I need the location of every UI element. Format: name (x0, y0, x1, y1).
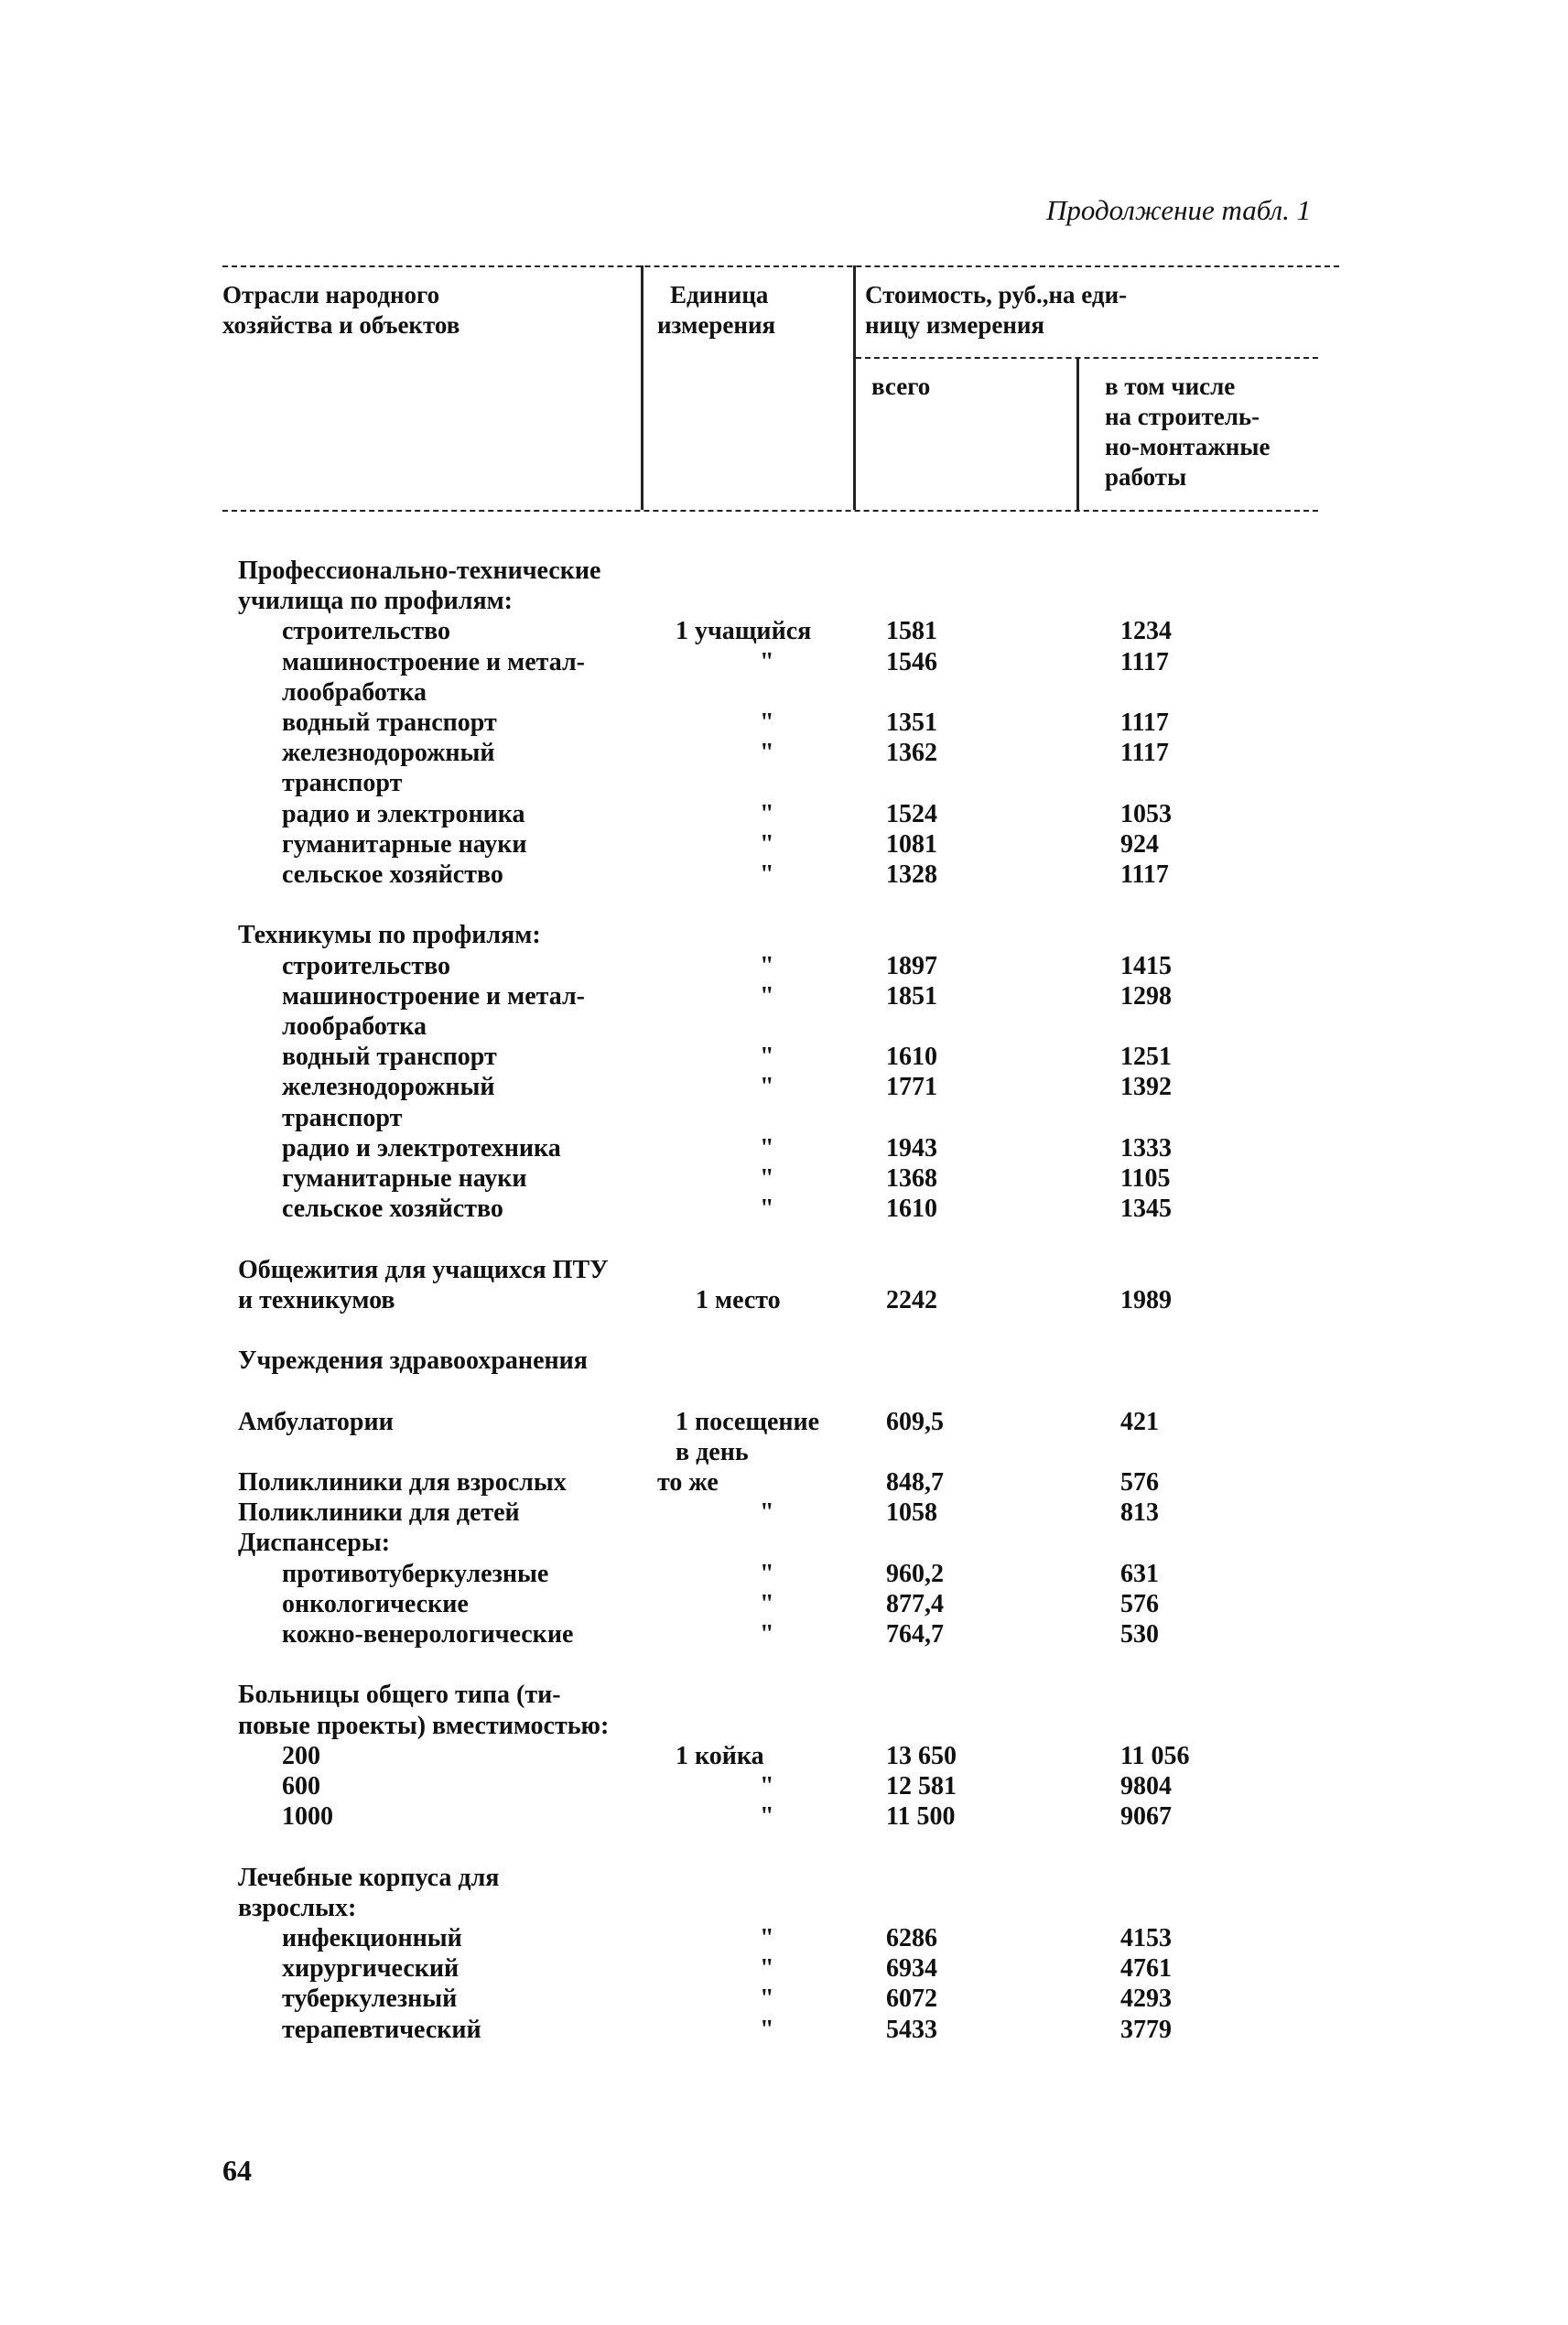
row-name: Профессионально-технические (238, 557, 601, 585)
row-name: строительство (282, 617, 451, 645)
row-construction: 4761 (1120, 1954, 1172, 1983)
page-number: 64 (222, 2154, 252, 2187)
row-unit: " (760, 800, 774, 828)
row-name: лообработка (282, 678, 427, 707)
row-name: водный транспорт (282, 1043, 497, 1071)
row-construction: 530 (1120, 1620, 1159, 1649)
row-name: Амбулатории (238, 1408, 394, 1436)
row-unit: " (760, 1802, 774, 1831)
row-name: туберкулезный (282, 1984, 458, 2013)
row-name: водный транспорт (282, 708, 497, 737)
row-name: сельское хозяйство (282, 860, 503, 889)
row-name: железнодорожный (282, 1073, 495, 1101)
row-unit: " (760, 1498, 774, 1527)
row-unit: " (760, 1195, 774, 1223)
row-unit: " (760, 2016, 774, 2044)
row-construction: 1251 (1120, 1043, 1172, 1071)
row-name: радио и электроника (282, 800, 525, 828)
row-name: взрослых: (238, 1894, 357, 1922)
row-construction: 1333 (1120, 1134, 1172, 1162)
row-total: 1610 (886, 1195, 937, 1223)
row-total: 848,7 (886, 1468, 944, 1497)
row-name: онкологические (282, 1590, 469, 1618)
row-total: 1943 (886, 1134, 937, 1162)
row-name: кожно-венерологические (282, 1620, 574, 1649)
row-total: 1328 (886, 860, 937, 889)
row-construction: 4153 (1120, 1924, 1172, 1952)
row-name: машиностроение и метал- (282, 982, 586, 1011)
row-total: 1897 (886, 952, 937, 980)
row-unit: " (760, 1924, 774, 1952)
row-construction: 11 056 (1120, 1742, 1190, 1770)
row-construction: 576 (1120, 1590, 1159, 1618)
row-name: транспорт (282, 769, 403, 797)
row-name: Диспансеры: (238, 1529, 391, 1557)
row-total: 1851 (886, 982, 937, 1011)
row-construction: 1117 (1120, 708, 1169, 737)
row-name: Поликлиники для детей (238, 1498, 520, 1527)
row-construction: 9067 (1120, 1802, 1172, 1831)
row-construction: 1345 (1120, 1195, 1172, 1223)
row-total: 1524 (886, 800, 937, 828)
row-name: Больницы общего типа (ти- (238, 1681, 561, 1709)
row-construction: 1117 (1120, 648, 1169, 676)
row-total: 1081 (886, 830, 937, 859)
row-name: Общежития для учащихся ПТУ (238, 1256, 609, 1284)
row-construction: 3779 (1120, 2016, 1172, 2044)
row-construction: 1298 (1120, 982, 1172, 1011)
row-name: машиностроение и метал- (282, 648, 586, 676)
row-total: 13 650 (886, 1742, 957, 1770)
header-col-branch: Отрасли народного хозяйства и объектов (222, 281, 460, 339)
row-name: транспорт (282, 1104, 403, 1132)
row-total: 1581 (886, 617, 937, 645)
row-name: училища по профилям: (238, 587, 514, 615)
row-name: Учреждения здравоохранения (238, 1346, 588, 1375)
row-construction: 924 (1120, 830, 1159, 859)
header-col-total: всего (871, 373, 931, 400)
row-total: 1610 (886, 1043, 937, 1071)
row-unit: " (760, 1073, 774, 1101)
row-name: хирургический (282, 1954, 460, 1983)
row-unit: в день (676, 1438, 749, 1466)
row-name: повые проекты) вместимостью: (238, 1712, 610, 1740)
row-unit: " (760, 1772, 774, 1801)
row-unit: " (760, 1984, 774, 2013)
row-unit: " (760, 1043, 774, 1071)
header-sub-rule (856, 357, 1318, 359)
row-unit: " (760, 830, 774, 859)
row-unit: 1 учащийся (676, 617, 812, 645)
row-total: 6286 (886, 1924, 937, 1952)
row-total: 960,2 (886, 1560, 944, 1588)
header-col-unit: Единица измерения (657, 281, 776, 339)
row-construction: 1392 (1120, 1073, 1172, 1101)
row-construction: 1415 (1120, 952, 1172, 980)
row-construction: 1989 (1120, 1286, 1172, 1314)
row-name: гуманитарные науки (282, 830, 527, 859)
row-construction: 813 (1120, 1498, 1159, 1527)
row-unit: " (760, 1134, 774, 1162)
row-total: 6072 (886, 1984, 937, 2013)
row-total: 1058 (886, 1498, 937, 1527)
row-total: 1368 (886, 1164, 937, 1193)
row-total: 764,7 (886, 1620, 944, 1649)
row-name: сельское хозяйство (282, 1195, 503, 1223)
row-name: 600 (282, 1772, 320, 1801)
row-total: 1546 (886, 648, 937, 676)
row-total: 1351 (886, 708, 937, 737)
row-name: Поликлиники для взрослых (238, 1468, 567, 1497)
header-col-cost: Стоимость, руб.,на еди- ницу измерения (865, 281, 1128, 339)
header-top-rule (222, 265, 1339, 267)
row-total: 5433 (886, 2016, 937, 2044)
row-unit: " (760, 708, 774, 737)
row-construction: 421 (1120, 1408, 1159, 1436)
row-unit: " (760, 1560, 774, 1588)
row-unit: " (760, 1954, 774, 1983)
row-unit: " (760, 1590, 774, 1618)
row-total: 1771 (886, 1073, 937, 1101)
header-bottom-rule (222, 510, 1318, 512)
header-divider-1 (641, 265, 643, 510)
row-name: 1000 (282, 1802, 333, 1831)
row-name: терапевтический (282, 2016, 481, 2044)
row-construction: 1117 (1120, 739, 1169, 767)
table-caption: Продолжение табл. 1 (1046, 194, 1312, 226)
row-construction: 1105 (1120, 1164, 1171, 1193)
row-unit: " (760, 1620, 774, 1649)
row-construction: 576 (1120, 1468, 1159, 1497)
row-unit: " (760, 952, 774, 980)
header-col-construction: в том числе на строитель- но-монтажные работы (1105, 373, 1271, 491)
row-unit: " (760, 982, 774, 1011)
row-construction: 1117 (1120, 860, 1169, 889)
row-name: противотуберкулезные (282, 1560, 549, 1588)
row-construction: 1053 (1120, 800, 1172, 828)
row-unit: " (760, 860, 774, 889)
row-name: инфекционный (282, 1924, 462, 1952)
row-name: 200 (282, 1742, 320, 1770)
row-unit: 1 койка (676, 1742, 764, 1770)
row-name: и техникумов (238, 1286, 395, 1314)
row-name: лообработка (282, 1012, 427, 1041)
row-unit: " (760, 739, 774, 767)
row-construction: 4293 (1120, 1984, 1172, 2013)
header-divider-3 (1076, 357, 1079, 510)
row-construction: 9804 (1120, 1772, 1172, 1801)
row-name: гуманитарные науки (282, 1164, 527, 1193)
row-total: 609,5 (886, 1408, 944, 1436)
row-total: 12 581 (886, 1772, 957, 1801)
row-name: Лечебные корпуса для (238, 1864, 500, 1892)
row-unit: то же (657, 1468, 719, 1497)
row-unit: 1 место (696, 1286, 781, 1314)
row-unit: " (760, 648, 774, 676)
row-name: строительство (282, 952, 451, 980)
row-unit: " (760, 1164, 774, 1193)
row-unit: 1 посещение (676, 1408, 820, 1436)
row-construction: 1234 (1120, 617, 1172, 645)
row-name: радио и электротехника (282, 1134, 561, 1162)
row-total: 11 500 (886, 1802, 956, 1831)
row-total: 1362 (886, 739, 937, 767)
row-name: железнодорожный (282, 739, 495, 767)
row-construction: 631 (1120, 1560, 1159, 1588)
row-total: 877,4 (886, 1590, 944, 1618)
row-name: Техникумы по профилям: (238, 921, 541, 949)
header-divider-2 (853, 265, 856, 510)
row-total: 2242 (886, 1286, 937, 1314)
row-total: 6934 (886, 1954, 937, 1983)
